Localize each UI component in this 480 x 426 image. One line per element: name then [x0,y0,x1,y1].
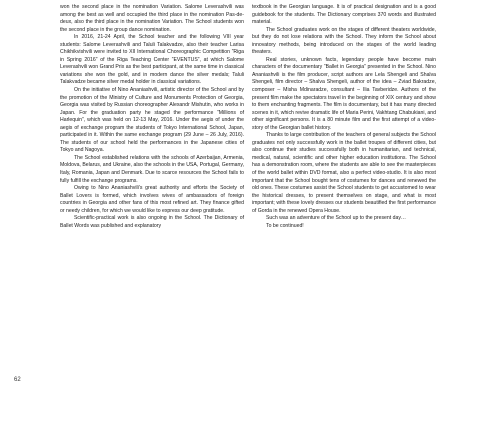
paragraph: Real stories, unknown facts, legendary people have become main characters of the documentary “Ballet in Georgia” presented in the School. Nino Ananiashvili is the film producer, script authors are Lela Shengeli and Shalva Shengeli, film director – Shalva Shengeli, author of the idea – Zviad Bakradze, composer – Misha Mdinaradze, consultant – Ilia Tavberidze. Authors of the present film make the spectators travel in the beginning of XIX century and show to them enchanting fragments. The film is documentary, but it has many directed scenes in it, which revive dramatic life of Maria Perini, Vakhtang Chabukiani, and other significant persons. It is a 80 minute film and the first attempt of a video-story of the Georgian ballet history. [252,56,436,131]
paragraph: In 2016, 21-24 April, the School teacher and the following VIII year students: Salome Leverashvili and Taluli Talakvadze, also their teacher Larisa Chikhikvishvili were invited to XII International Choreographic Competition “Riga in Spring 2016” of the Riga Teaching Center “EVENTUS”, at which Salome Leverashvili won Grand Prix as the best participant, at the same time in classical variations she won the gold, and in modern dance the silver medals; Taluli Talakvadze became silver medal holder in classical variations. [60,34,244,86]
paragraph: textbook in the Georgian language. It is of practical designation and is a good guidebook for the students. The Dictionary comprises 370 words and illustrated material. [252,4,436,26]
paragraph: won the second place in the nomination Variation. Salome Leverashvili was among the best as well and occupied the third place in the nomination Pas-de-deux, also the third place in the nomination Variation. The School students won the second place in the group dance nomination. [60,4,244,33]
paragraph: The School graduates work on the stages of different theaters worldwide, but they do not lose relations with the School. They inform the School about innovatory methods, being introduced on the stages of the world leading theaters. [252,26,436,56]
paragraph: To be continued! [266,222,304,229]
paragraph: The School established relations with the schools of Azerbaijan, Armenia, Moldova, Belarus, and Ukraine, also the schools in the USA, Portugal, Germany, Italy, Romania, Japan and Denmark. Due to scarce resources the School fails to fully fulfill the exchange programs. [60,154,244,184]
paragraph: Owing to Nino Ananiashvili’s great authority and efforts the Society of Ballet Lovers is formed, which involves wives of ambassadors of foreign countries in Georgia and other fans of this most refined art. They finance gifted or needy children, for which we would like to express our deep gratitude. [60,185,244,214]
paragraph: Scientific-practical work is also ongoing in the School. The Dictionary of Ballet Words was published and explanatory [60,215,244,229]
right-text-column [252,4,436,230]
paragraph: Thanks to large contribution of the teachers of general subjects the School graduates not only successfully work in the ballet troupes of different cities, but also continue their studies successfully both in humanitarian, and technical, medical, natural, scientific and other higher education institutions. The School has a demonstration room, where the students are able to see the masterpieces of the world ballet within DVD format, also a perfect video-studio. It is also most important that the School bought tens of costumes for dances and renewed the old ones. These costumes assist the School students to get accustomed to wear the historical dresses, to present themselves on stage, and what is most important; with these lovely dresses our students beautified the first performance of Gorda in the renewed Opera House. [252,132,436,214]
paragraph: On the initiative of Nino Ananiashvili, artistic director of the School and by the promotion of the Ministry of Culture and Monuments Protection of Georgia, Georgia was visited by Russian choreographer Alexandr Mishutin, who works in Japan. For the graduation party he staged the performance “Millions of Harlequin”, which was held on 12-13 May, 2016. Under the aegis of under the aegis of exchange program the students of Tokyo International School, Japan, participated in it. Within the same exchange program (29 June – 26 July, 2016). The students of our school held the performances in the Japanese cities of Tokyo and Nagoya. [60,87,244,154]
left-text-column [60,4,244,230]
paragraph: Such was an adventure of the School up to the present day… [266,215,407,222]
page-number: 62 [14,377,21,383]
